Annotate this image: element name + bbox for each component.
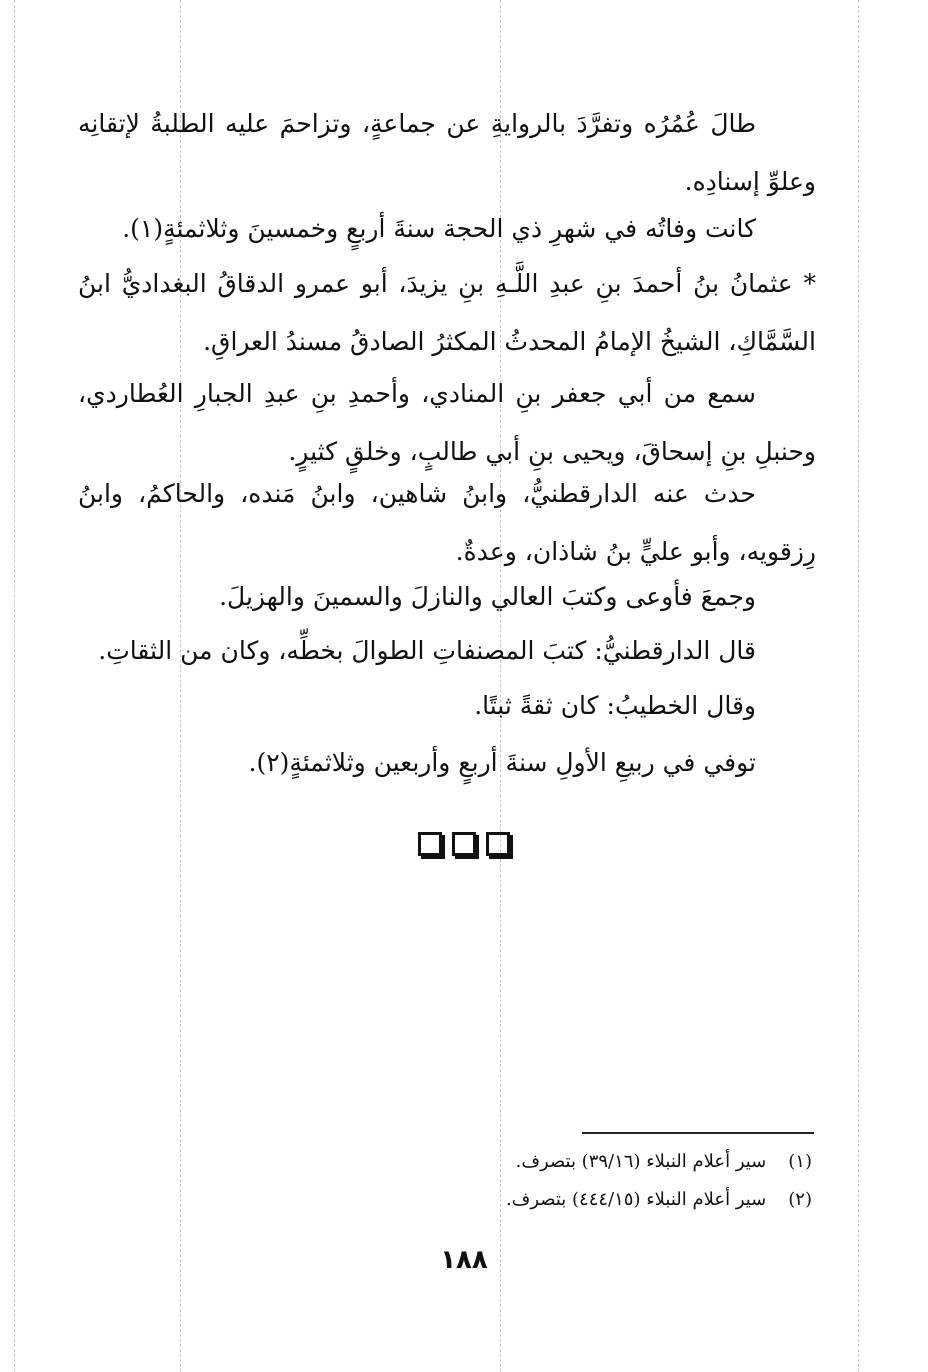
footnote-text: سير أعلام النبلاء (٤٤٤/١٥) بتصرف. <box>505 1189 767 1210</box>
footnote-divider <box>582 1132 814 1134</box>
square-ornament-icon <box>418 832 442 856</box>
section-end-ornament <box>0 832 928 856</box>
square-ornament-icon <box>452 832 476 856</box>
paragraph: وجمعَ فأوعى وكتبَ العالي والنازلَ والسمينَ والهزيلَ. <box>219 582 756 611</box>
paragraph: طالَ عُمُرُه وتفرَّدَ بالروايةِ عن جماعةٍ، وتزاحمَ عليه الطلبةُ لإتقانِه وعلوِّ إسنادِه. <box>78 109 816 196</box>
page-number: ١٨٨ <box>440 1245 488 1275</box>
paragraph: حدث عنه الدارقطنيُّ، وابنُ شاهين، وابنُ مَنده، والحاكمُ، وابنُ رِزقويه، وأبو عليٍّ بنُ شاذان، وعدةٌ. <box>78 479 816 566</box>
footnote-text: سير أعلام النبلاء (٣٩/١٦) بتصرف. <box>515 1151 767 1172</box>
paragraph: سمع من أبي جعفر بنِ المنادي، وأحمدِ بنِ عبدِ الجبارِ العُطاردي، وحنبلِ بنِ إسحاقَ، ويحيى بنِ أبي طالبٍ، وخلقٍ كثيرٍ. <box>78 379 816 466</box>
paragraph: توفي في ربيعِ الأولِ سنةَ أربعٍ وأربعين وثلاثمئةٍ(٢). <box>248 748 756 777</box>
paragraph: كانت وفاتُه في شهرِ ذي الحجة سنةَ أربعٍ وخمسينَ وثلاثمئةٍ(١). <box>122 214 756 243</box>
square-ornament-icon <box>486 832 510 856</box>
footnote-number: (١) <box>788 1151 812 1172</box>
paragraph: وقال الخطيبُ: كان ثقةً ثبتًا. <box>474 691 756 720</box>
guide-line <box>14 0 15 1372</box>
entry-heading-paragraph: * عثمانُ بنُ أحمدَ بنِ عبدِ اللَّـهِ بنِ يزيدَ، أبو عمرو الدقاقُ البغداديُّ ابنُ السَّمَّاكِ، الشيخُ الإمامُ المحدثُ المكثرُ الصادقُ مسندُ العراقِ. <box>78 269 816 356</box>
guide-line <box>858 0 859 1372</box>
footnote <box>78 1185 812 1215</box>
paragraph: قال الدارقطنيُّ: كتبَ المصنفاتِ الطوالَ بخطِّه، وكان من الثقاتِ. <box>98 636 756 665</box>
footnote <box>78 1147 812 1177</box>
footnote-number: (٢) <box>788 1189 812 1210</box>
